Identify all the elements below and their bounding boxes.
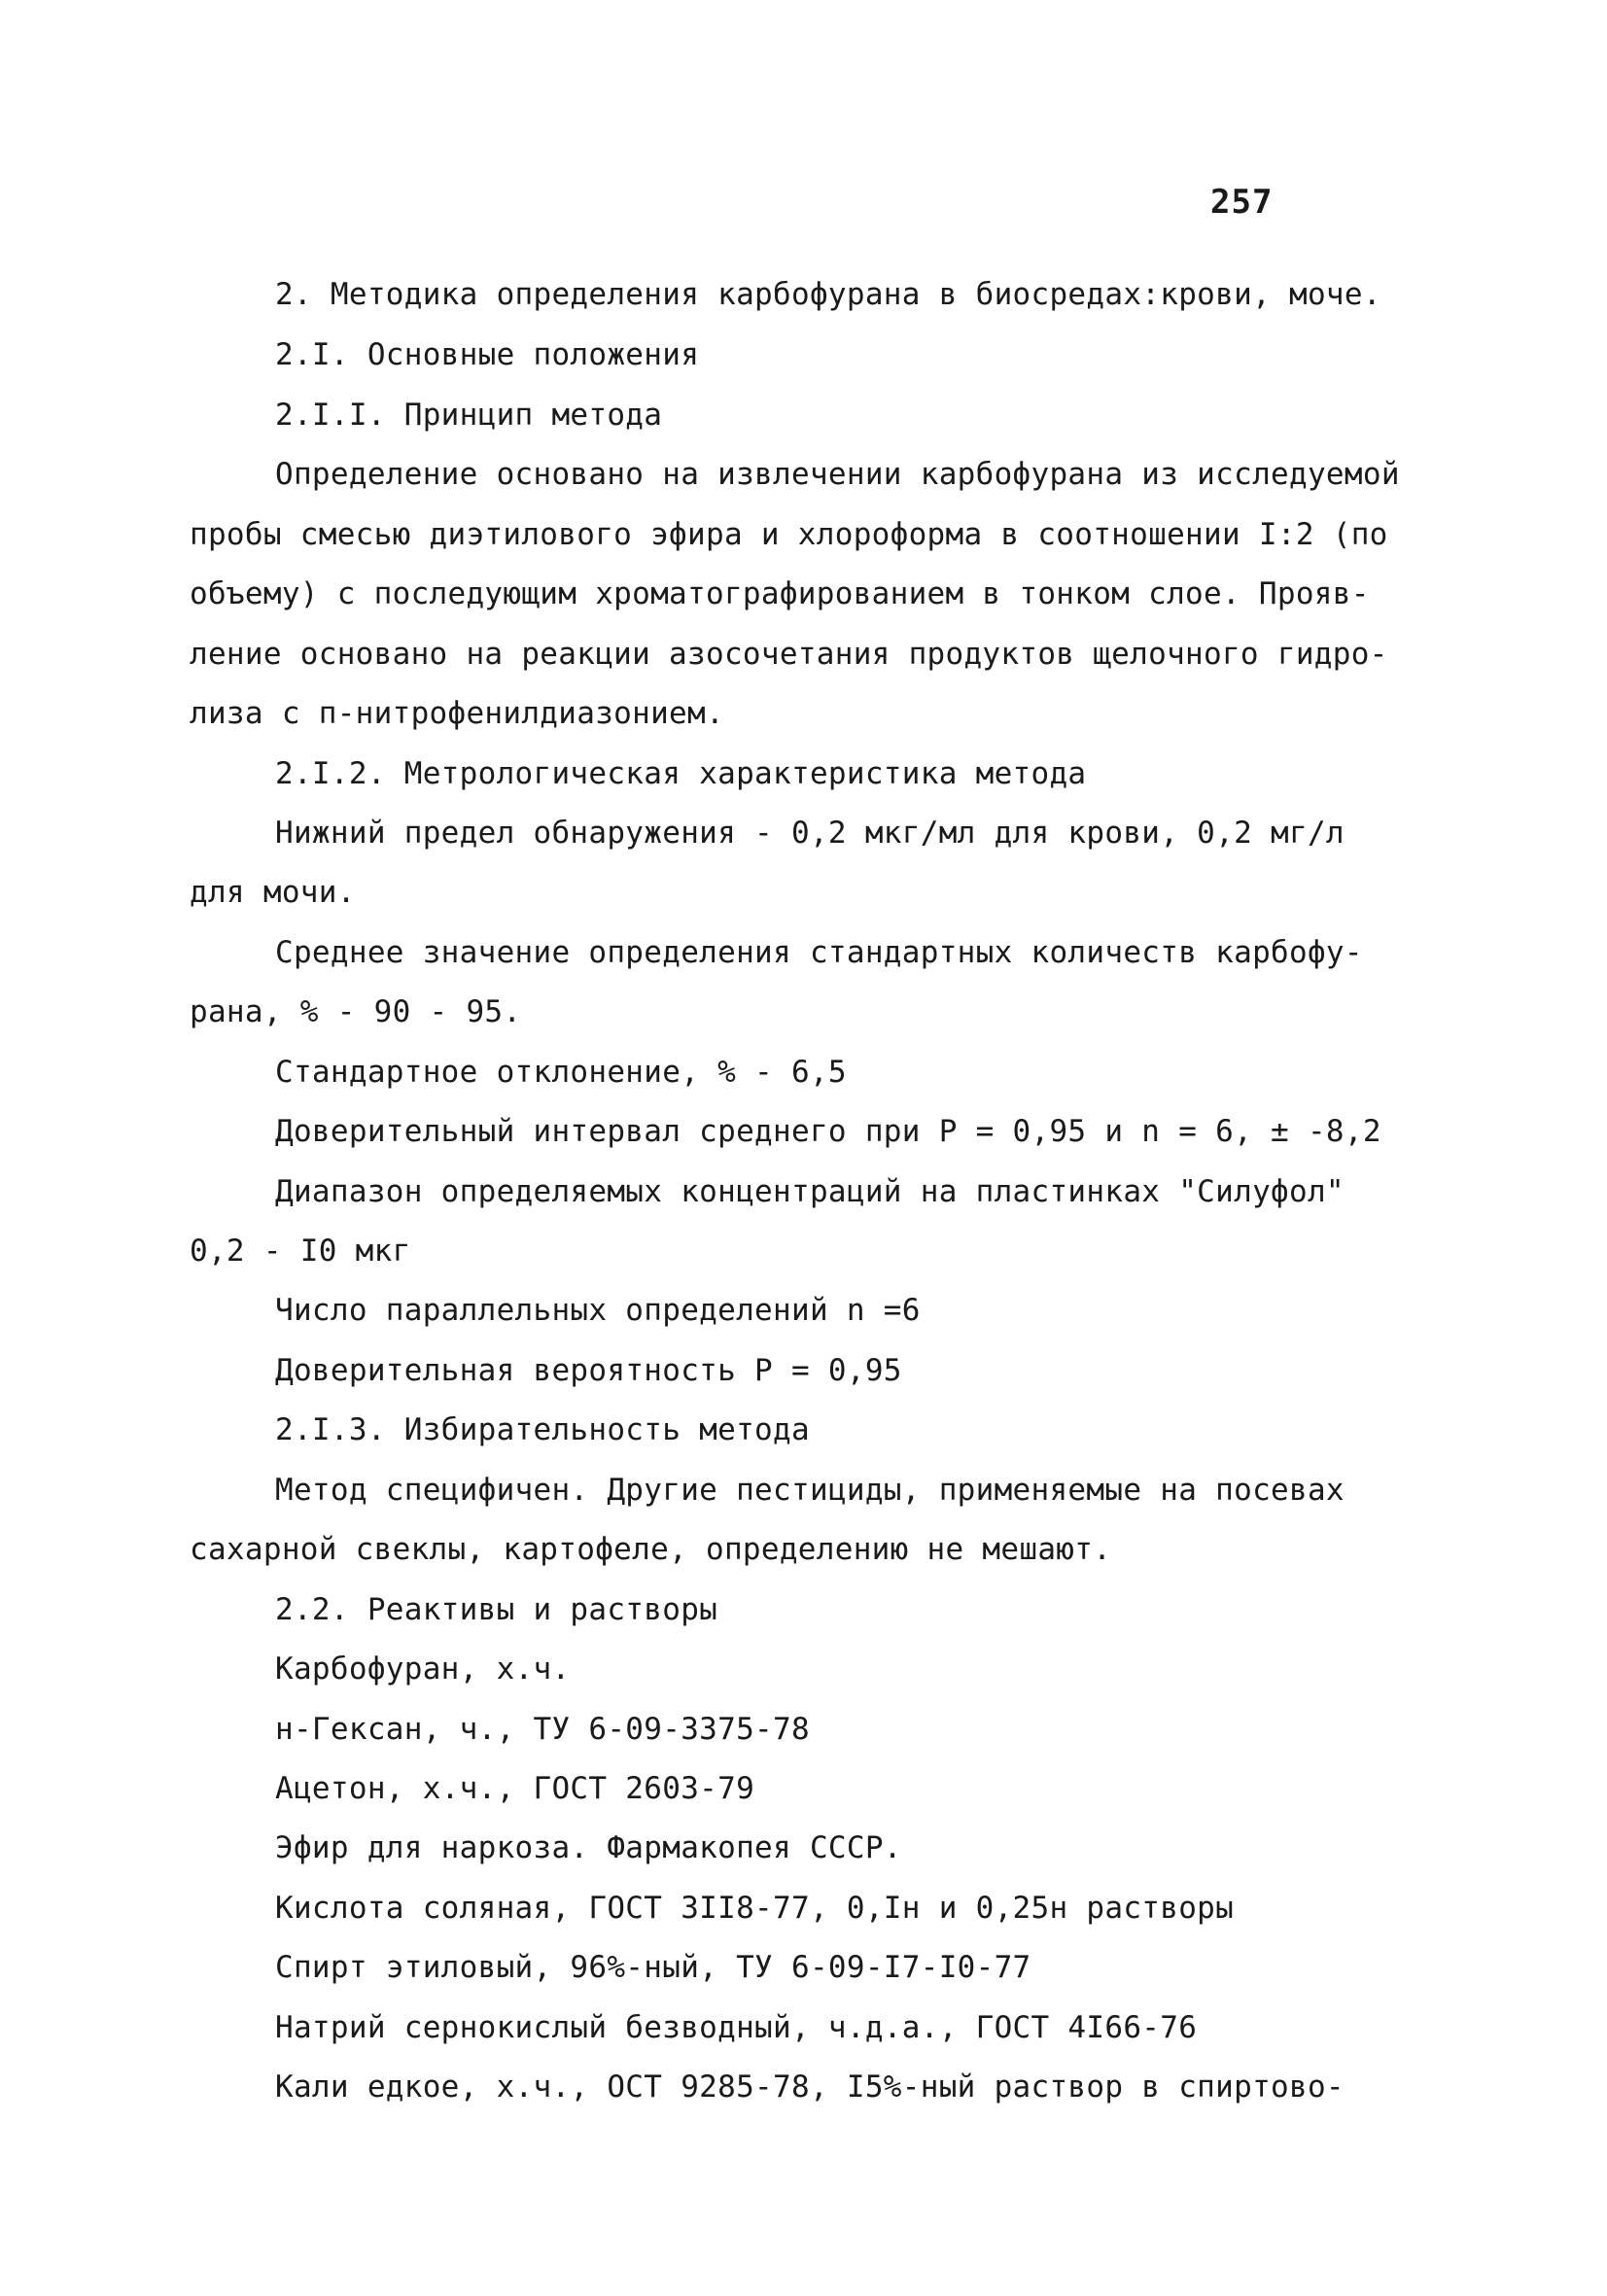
paragraph-line: пробы смесью диэтилового эфира и хлороформа в соотношении I:2 (по — [190, 517, 1388, 552]
reagent-item: н-Гексан, ч., ТУ 6-09-3375-78 — [275, 1712, 810, 1747]
reagent-item: Эфир для наркоза. Фармакопея СССР. — [275, 1830, 902, 1865]
reagent-item: Ацетон, х.ч., ГОСТ 2603-79 — [275, 1771, 755, 1806]
paragraph-line: Стандартное отклонение, % - 6,5 — [275, 1055, 847, 1090]
paragraph-line: Среднее значение определения стандартных количеств карбофу- — [275, 935, 1363, 970]
paragraph-line: Число параллельных определений n =6 — [275, 1293, 921, 1328]
paragraph-line: ление основано на реакции азосочетания продуктов щелочного гидро- — [190, 637, 1388, 672]
subsection-heading: 2.I.2. Метрологическая характеристика метода — [275, 756, 1087, 791]
subsection-heading: 2.I.I. Принцип метода — [275, 398, 663, 433]
subsection-heading: 2.I.3. Избирательность метода — [275, 1412, 810, 1447]
paragraph-line: для мочи. — [190, 875, 356, 910]
reagent-item: Натрий сернокислый безводный, ч.д.а., ГОСТ 4I66-76 — [275, 2010, 1198, 2045]
paragraph-line: Диапазон определяемых концентраций на пластинках "Силуфол" — [275, 1174, 1345, 1209]
paragraph-line: Доверительный интервал среднего при P = 0,95 и n = 6, ± -8,2 — [275, 1114, 1381, 1149]
reagent-item: Спирт этиловый, 96%-ный, ТУ 6-09-I7-I0-77 — [275, 1950, 1031, 1985]
page-number: 257 — [1210, 183, 1274, 222]
paragraph-line: объему) с последующим хроматографированием в тонком слое. Прояв- — [190, 576, 1370, 611]
reagent-item: Кали едкое, х.ч., ОСТ 9285-78, I5%-ный раствор в спиртово- — [275, 2070, 1345, 2105]
paragraph-line: сахарной свеклы, картофеле, определению не мешают. — [190, 1532, 1112, 1567]
paragraph-line: Метод специфичен. Другие пестициды, применяемые на посевах — [275, 1473, 1345, 1508]
paragraph-line: рана, % - 90 - 95. — [190, 994, 522, 1029]
section-heading: 2. Методика определения карбофурана в биосредах:крови, моче. — [275, 277, 1381, 312]
paragraph-line: Определение основано на извлечении карбофурана из исследуемой — [275, 457, 1400, 492]
paragraph-line: лиза с п-нитрофенилдиазонием. — [190, 696, 724, 731]
paragraph-line: Нижний предел обнаружения - 0,2 мкг/мл для крови, 0,2 мг/л — [275, 816, 1345, 851]
subsection-heading: 2.I. Основные положения — [275, 337, 700, 372]
subsection-heading: 2.2. Реактивы и растворы — [275, 1592, 718, 1627]
paragraph-line: 0,2 - I0 мкг — [190, 1234, 411, 1269]
paragraph-line: Доверительная вероятность P = 0,95 — [275, 1353, 902, 1388]
reagent-item: Кислота соляная, ГОСТ 3II8-77, 0,Iн и 0,25н растворы — [275, 1891, 1235, 1926]
reagent-item: Карбофуран, х.ч. — [275, 1652, 571, 1687]
